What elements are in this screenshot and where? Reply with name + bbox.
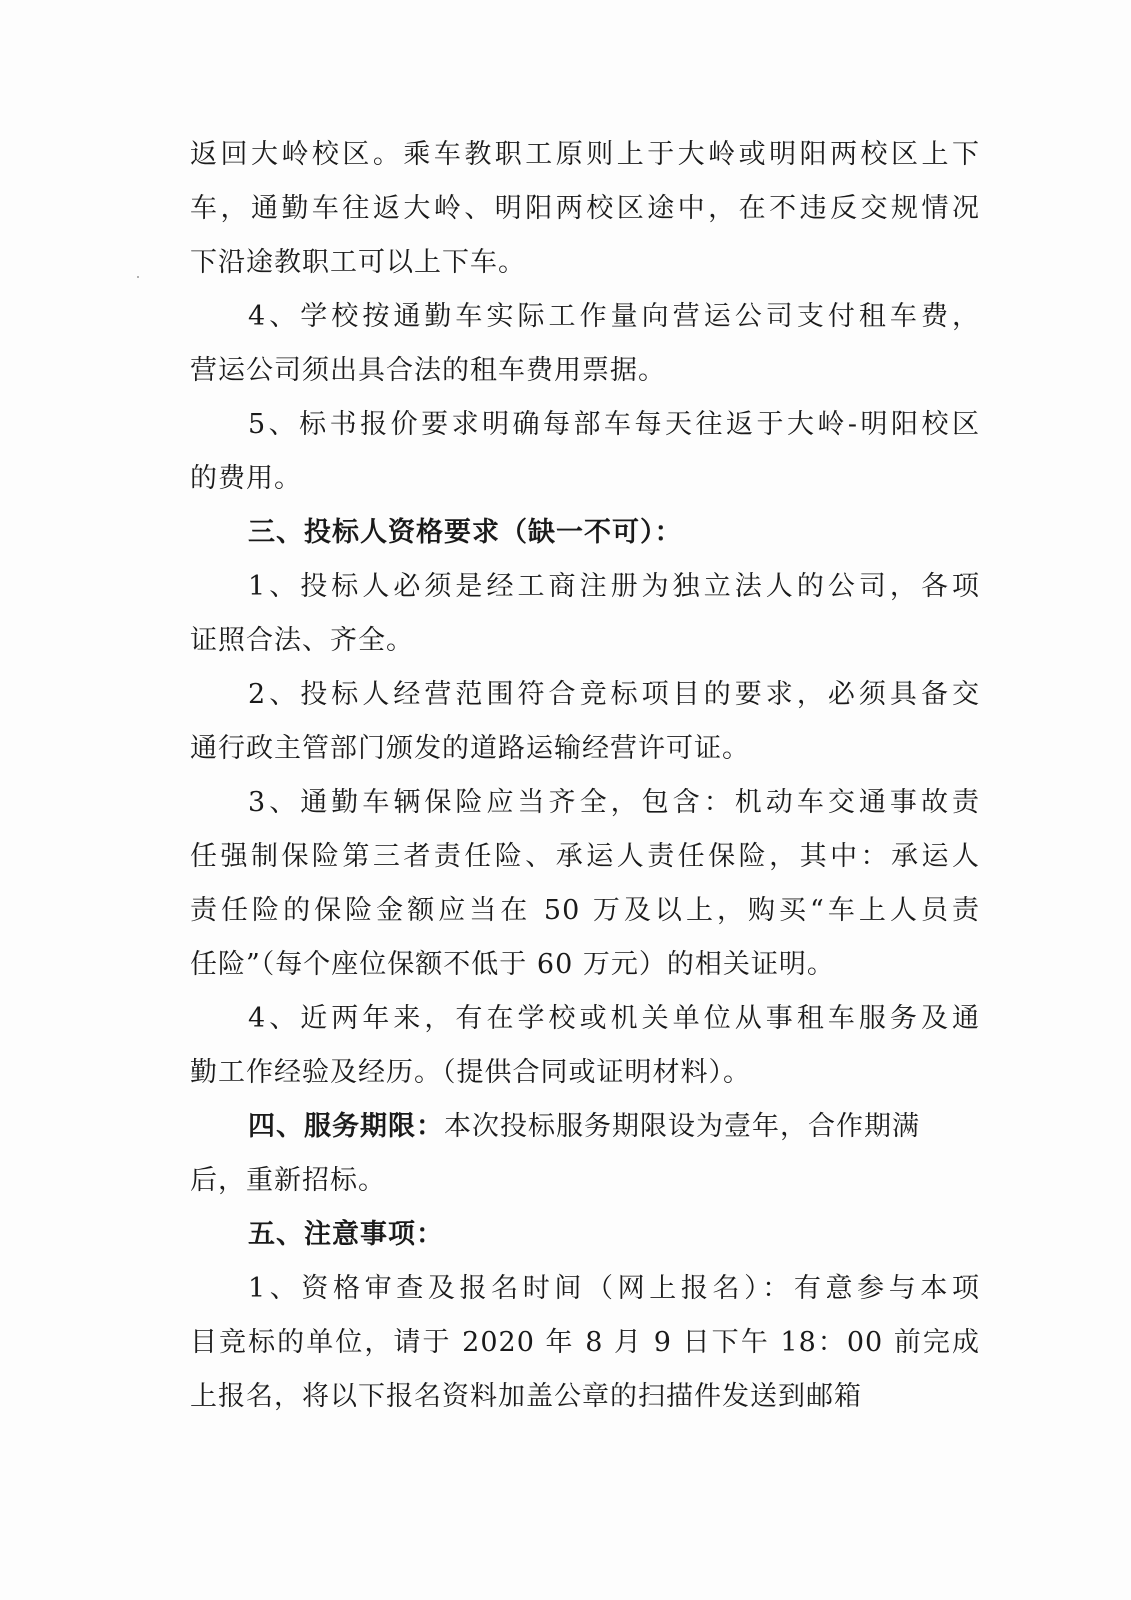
section-4-line — [190, 1100, 980, 1154]
paragraph-line: 责任险的保险金额应当在 50 万及以上，购买“车上人员责 — [190, 895, 980, 926]
section-heading-4: 四、服务期限： — [248, 1111, 444, 1142]
section-4-body: 本次投标服务期限设为壹年，合作期满 — [444, 1111, 920, 1142]
paragraph-line: 返回大岭校区。乘车教职工原则上于大岭或明阳两校区上下 — [190, 139, 980, 170]
paragraph-line: 的费用。 — [190, 463, 302, 494]
paragraph-line: 2、投标人经营范围符合竞标项目的要求，必须具备交 — [248, 679, 980, 710]
paragraph-line: 下沿途教职工可以上下车。 — [190, 247, 526, 278]
scan-speck — [137, 276, 139, 278]
section-heading-3: 三、投标人资格要求（缺一不可）： — [248, 517, 683, 548]
paragraph-line: 后，重新招标。 — [190, 1165, 386, 1196]
paragraph-line: 5、标书报价要求明确每部车每天往返于大岭-明阳校区 — [248, 409, 980, 440]
paragraph-line: 通行政主管部门颁发的道路运输经营许可证。 — [190, 733, 750, 764]
paragraph-line: 3、通勤车辆保险应当齐全，包含：机动车交通事故责 — [248, 787, 980, 818]
paragraph-line: 4、学校按通勤车实际工作量向营运公司支付租车费， — [248, 301, 980, 332]
paragraph-line: 勤工作经验及经历。（提供合同或证明材料）。 — [190, 1057, 751, 1088]
paragraph-line: 上报名，将以下报名资料加盖公章的扫描件发送到邮箱 — [190, 1381, 862, 1412]
paragraph-line: 1、资格审查及报名时间（网上报名）：有意参与本项 — [248, 1273, 980, 1304]
document-body — [190, 128, 980, 1424]
paragraph-line: 证照合法、齐全。 — [190, 625, 414, 656]
paragraph-line: 车，通勤车往返大岭、明阳两校区途中，在不违反交规情况 — [190, 193, 980, 224]
paragraph-line: 目竞标的单位，请于 2020 年 8 月 9 日下午 18：00 前完成 — [190, 1327, 980, 1358]
paragraph-line: 任强制保险第三者责任险、承运人责任保险，其中：承运人 — [190, 841, 980, 872]
paragraph-line: 营运公司须出具合法的租车费用票据。 — [190, 355, 666, 386]
paragraph-line: 任险”（每个座位保额不低于 60 万元）的相关证明。 — [190, 949, 835, 980]
paragraph-line: 1、投标人必须是经工商注册为独立法人的公司，各项 — [248, 571, 980, 602]
section-heading-5: 五、注意事项： — [248, 1219, 444, 1250]
paragraph-line: 4、近两年来，有在学校或机关单位从事租车服务及通 — [248, 1003, 980, 1034]
